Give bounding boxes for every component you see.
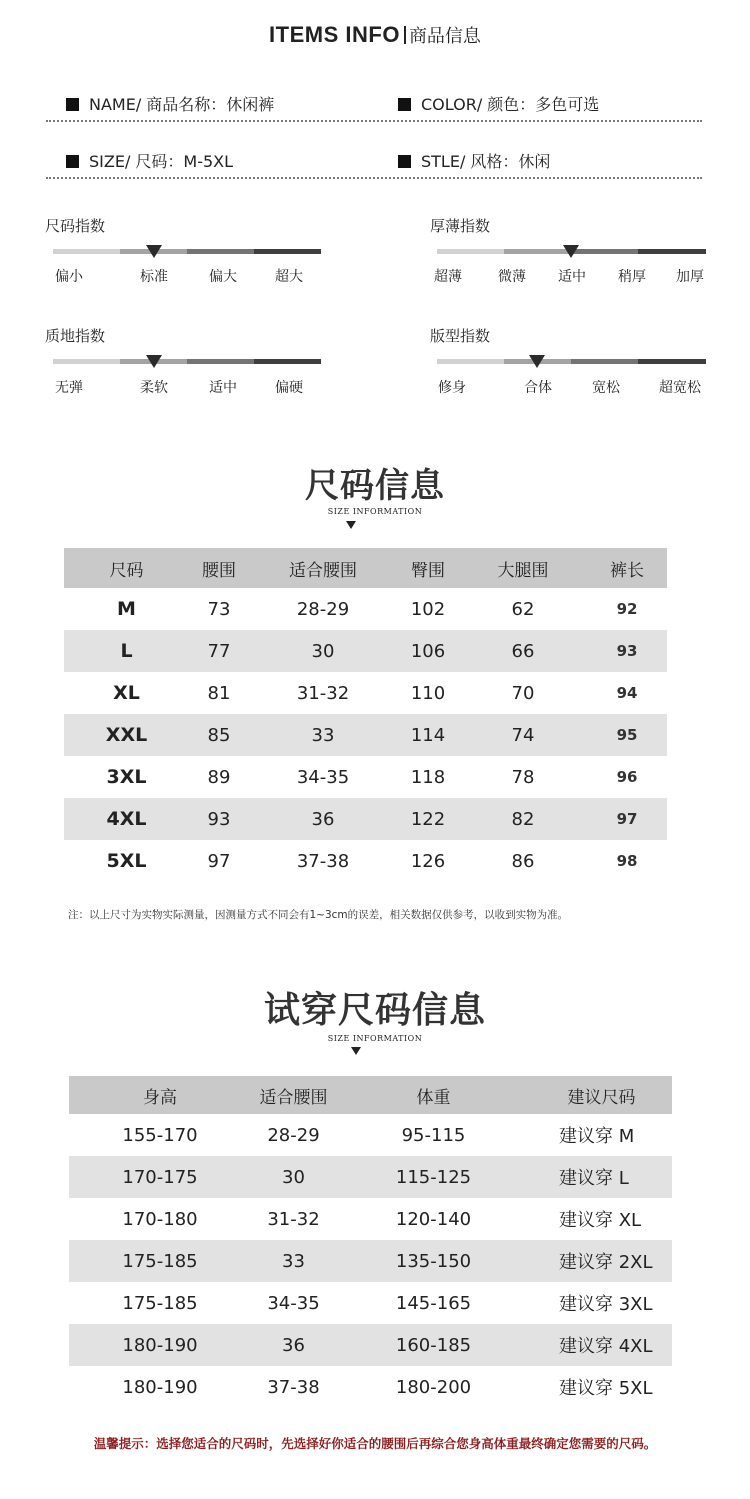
header-title-en: ITEMS INFO: [269, 22, 400, 47]
tryon-table: [69, 1076, 672, 1408]
table-row: XL 81 31-32 110 70 94: [113, 682, 638, 704]
dotted-divider: [46, 177, 702, 179]
header-divider: [404, 26, 406, 44]
size-table-header: 尺码 腰围 适合腰围 臀围 大腿围 裤长: [64, 548, 667, 588]
tryon-info-title: 试穿尺码信息: [263, 990, 486, 1031]
table-row: XXL 85 33 114 74 95: [64, 714, 667, 756]
table-row: 180-190 36 160-185 建议穿 4XL: [69, 1324, 672, 1366]
bullet-square-icon: [66, 155, 79, 168]
info-size: SIZE/ 尺码：M-5XL: [66, 149, 233, 172]
table-row: M 73 28-29 102 62 92: [117, 598, 638, 620]
header-title-cn: 商品信息: [408, 26, 481, 47]
bullet-square-icon: [398, 155, 411, 168]
texture-index-scale: [53, 359, 321, 364]
scale-marker-icon: [146, 355, 162, 368]
bullet-square-icon: [398, 98, 411, 111]
down-arrow-icon: [346, 521, 356, 529]
table-row: 170-175 30 115-125 建议穿 L: [69, 1156, 672, 1198]
table-row: 175-185 34-35 145-165 建议穿 3XL: [122, 1292, 653, 1315]
info-name: NAME/ 商品名称：休闲裤: [66, 92, 274, 115]
info-style: STLE/ 风格：休闲: [398, 149, 550, 172]
info-color: COLOR/ 颜色：多色可选: [398, 92, 599, 115]
table-row: L 77 30 106 66 93: [64, 630, 667, 672]
size-info-title: 尺码信息: [305, 466, 445, 506]
size-index-title: 尺码指数: [45, 217, 106, 235]
texture-index-labels: 无弹 柔软 适中 偏硬: [55, 380, 303, 396]
sizing-tip: 温馨提示：选择您适合的尺码时，先选择好你适合的腰围后再综合您身高体重最终确定您需要的尺码。: [93, 1436, 657, 1451]
thickness-index-title: 厚薄指数: [430, 217, 491, 235]
fit-index-scale: [437, 359, 706, 364]
texture-index-title: 质地指数: [45, 327, 106, 345]
fit-index-title: 版型指数: [430, 327, 491, 345]
table-row: 155-170 28-29 95-115 建议穿 M: [122, 1124, 635, 1147]
size-info-subtitle: SIZE INFORMATION: [327, 507, 423, 516]
table-row: 175-185 33 135-150 建议穿 2XL: [69, 1240, 672, 1282]
table-row: 170-180 31-32 120-140 建议穿 XL: [122, 1208, 642, 1231]
thickness-index-scale: [437, 249, 706, 254]
measurement-note: 注：以上尺寸为实物实际测量，因测量方式不同会有1~3cm的误差，相关数据仅供参考，以收到实物为准。: [68, 909, 569, 921]
size-index-labels: 偏小 标准 偏大 超大: [55, 269, 303, 285]
table-row: 180-190 37-38 180-200 建议穿 5XL: [122, 1376, 653, 1399]
scale-marker-icon: [146, 245, 162, 258]
bullet-square-icon: [66, 98, 79, 111]
scale-marker-icon: [563, 245, 579, 258]
dotted-divider: [46, 120, 702, 122]
table-row: 4XL 93 36 122 82 97: [64, 798, 667, 840]
tryon-table-header: 身高 适合腰围 体重 建议尺码: [69, 1076, 672, 1114]
table-row: 5XL 97 37-38 126 86 98: [106, 850, 638, 872]
table-row: 3XL 89 34-35 118 78 96: [106, 766, 638, 788]
items-info-header: [0, 22, 750, 48]
tryon-info-subtitle: SIZE INFORMATION: [327, 1034, 423, 1043]
thickness-index-labels: 超薄 微薄 适中 稍厚 加厚: [434, 269, 704, 285]
scale-marker-icon: [529, 355, 545, 368]
size-index-scale: [53, 249, 321, 254]
down-arrow-icon: [351, 1047, 361, 1055]
fit-index-labels: 修身 合体 宽松 超宽松: [438, 380, 701, 396]
size-table: [64, 548, 667, 882]
